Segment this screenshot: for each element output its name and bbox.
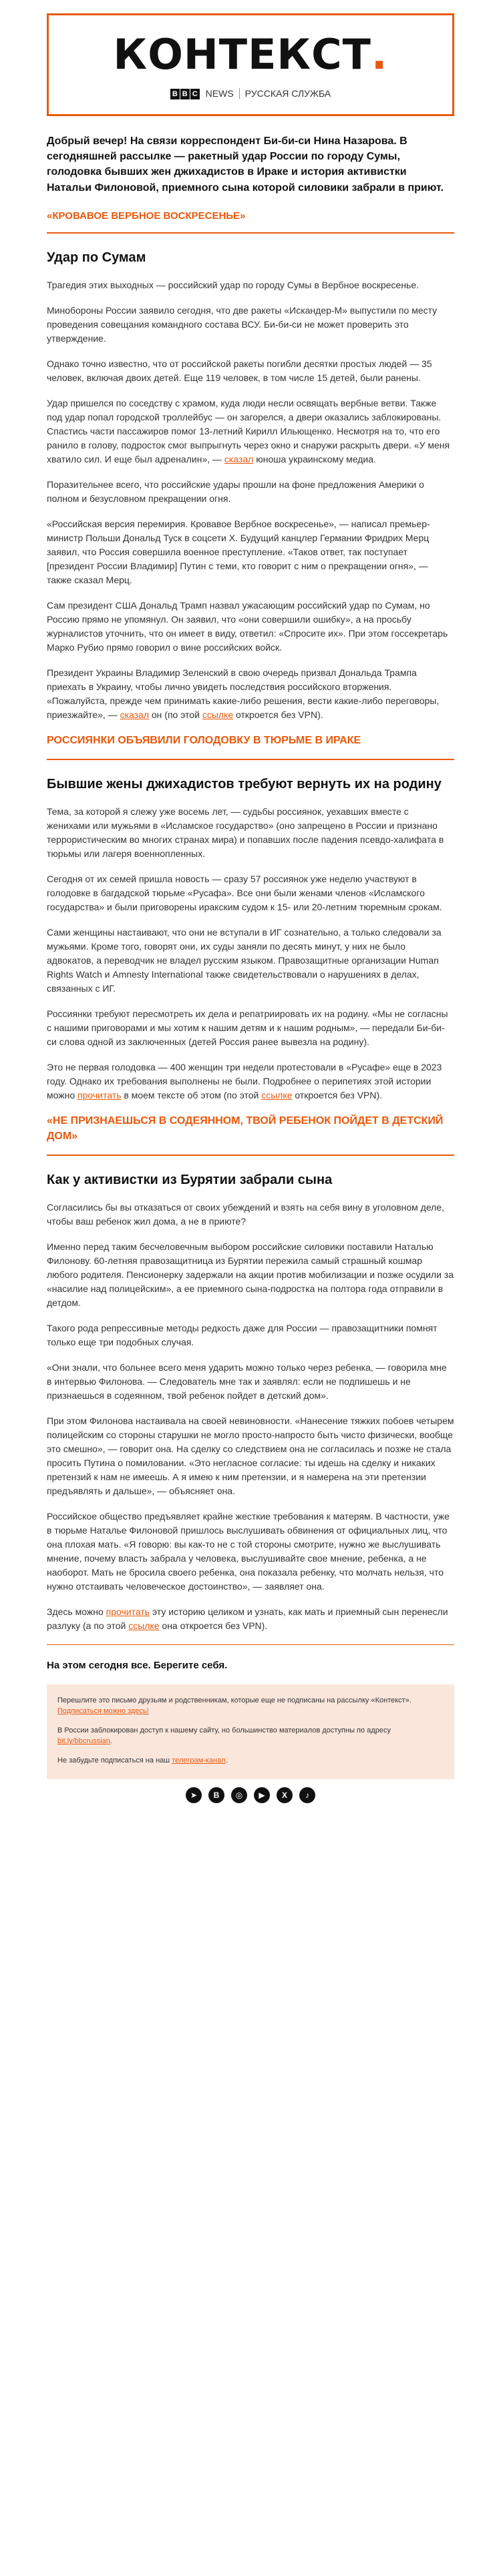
vk-icon[interactable]: B (208, 1787, 224, 1803)
instagram-icon[interactable]: ◎ (231, 1787, 247, 1803)
paragraph: Согласились бы вы отказаться от своих убеждений и взять на себя вину в уголовном деле, чтобы ваш ребенок жил дома, а не в приюте? (47, 1201, 445, 1227)
masthead (47, 13, 454, 116)
paragraph: При этом Филонова настаивала на своей невиновности. «Нанесение тяжких побоев четырем полицейским со стороны старушки не могло просто-напросто быть чисто физически, вообще это смешно», — говорит она. На сделку со следствием она не согласилась и позже не стала просить Путина о помиловании. «Это негласное согласие: ты идешь на сделку и никаких претензий к нам не имеешь. А я имею к ним претензии, и я намерена на эти претензии предъявлять и дальше», — объясняет она. (47, 1415, 454, 1496)
social-icons (47, 1787, 454, 1803)
telegram-icon[interactable]: ➤ (186, 1787, 202, 1803)
paragraph: «Они знали, что больнее всего меня ударить можно только через ребенка, — говорила мне в интервью Филонова. — Следователь мне так и заявлял: если не подпишешь и не признаешься в содеянном, твой ребенок пойдет в детский дом». (47, 1361, 447, 1401)
paragraph: Россиянки требуют пересмотреть их дела и репатриировать их на родину. «Мы не согласны с нашими приговорами и мы хотим к нашим детям и к нашим родным», — передали Би-би-си слова одной из заключенных (детей Россия ранее вывезла на родину). (47, 1008, 448, 1048)
paragraph: Однако точно известно, что от российской ракеты погибли десятки простых людей — 35 человек, включая двоих детей. Еще 119 человек, в том числе 15 детей, были ранены. (47, 358, 432, 383)
text: . (110, 1737, 112, 1746)
text: Это не первая голодовка — 400 женщин три недели протестовали в «Русафе» еще в 2023 году. Однако их требования выполнены не были. Подробнее о перипетиях этой истории можно (47, 1062, 442, 1101)
text: откроется без VPN). (292, 1090, 383, 1101)
bbc-logo (170, 87, 200, 99)
text: Президент Украины Владимир Зеленский в свою очередь призвал Дональда Трампа приехать в Украину, чтобы лично увидеть последствия российского вторжения. «Пожалуйста, прежде чем принимать какие-либо решения, вести какие-либо переговоры, приезжайте», — (47, 667, 440, 720)
paragraph (47, 396, 454, 466)
kontekst-logo (49, 30, 452, 79)
logo-dot: . (371, 30, 388, 79)
divider (47, 232, 454, 234)
inline-link[interactable]: ссылке (202, 709, 234, 720)
subscribe-link[interactable]: Подписаться можно здесь! (57, 1707, 149, 1716)
section-title-jihadist-wives: Бывшие жены джихадистов требуют вернуть их на родину (47, 777, 442, 792)
text: В России заблокирован доступ к нашему сайту, но большинство материалов доступны по адресу (57, 1726, 391, 1734)
text: откроется без VPN). (233, 709, 323, 720)
text: в моем тексте об этом (по этой (121, 1090, 262, 1101)
paragraph (47, 1060, 454, 1102)
paragraph: Российское общество предъявляет крайне жесткие требования к матерям. В частности, уже в тюрьме Наталье Филоновой пришлось выслушивать обвинения от официальных лиц, что она плохая мать. «Я говорю: вы как-то не с той стороны смотрите, нужно же выслушивать мнение, почему власть забрала у человека, выслушивайте свое мнение, ребенка, а не наоборот. Мать не бросила своего ребенка, она показала ребенку, что молчать нельзя, что нужно отстаивать человеческое достоинство», — заявляет она. (47, 1510, 450, 1592)
footer-paragraph (57, 1725, 444, 1747)
text: Здесь можно (47, 1606, 106, 1617)
section-link-iraq[interactable]: РОССИЯНКИ ОБЪЯВИЛИ ГОЛОДОВКУ В ТЮРЬМЕ В ИРАКЕ (47, 734, 361, 746)
section-link-buryatia[interactable]: «НЕ ПРИЗНАЕШЬСЯ В СОДЕЯННОМ, ТВОЙ РЕБЕНОК ПОЙДЕТ В ДЕТСКИЙ ДОМ» (47, 1115, 444, 1142)
paragraph (47, 1605, 454, 1633)
text: Перешлите это письмо друзьям и родственникам, которые еще не подписаны на рассылку «Контекст». (57, 1696, 411, 1704)
divider (47, 759, 454, 760)
paragraph: Такого рода репрессивные методы редкость даже для России — правозащитники помнят только еще три подобных случая. (47, 1322, 438, 1347)
text: он (по этой (149, 709, 202, 720)
bbc-letter: B (170, 89, 180, 99)
bbc-letter: C (190, 89, 200, 99)
bbc-letter: B (180, 89, 190, 99)
bbc-news-russian-brand (49, 87, 452, 99)
paragraph: Поразительнее всего, что российские удары прошли на фоне предложения Америки о полном и безусловном прекращении огня. (47, 478, 424, 504)
logo-text: КОНТЕКСТ (113, 30, 371, 79)
paragraph: Сами женщины настаивают, что они не вступали в ИГ сознательно, а только следовали за мужьями. Кроме того, говорят они, их суды заняли по десять минут, у них не было адвокатов, а переводчик не владел русским языком. Правозащитные организации Human Rights Watch и Amnesty International также свидетельствовали о нарушениях в делах, связанных с ИГ. (47, 927, 442, 994)
divider (47, 1644, 454, 1645)
mirror-link[interactable]: bit.ly/bbcrussian (57, 1737, 110, 1746)
paragraph: Минобороны России заявило сегодня, что две ракеты «Искандер-М» выпустили по месту проведения совещания командного состава ВСУ. Би-би-си не может проверить это утверждение. (47, 304, 438, 344)
inline-link[interactable]: прочитать (106, 1606, 150, 1617)
brand-divider (239, 88, 240, 99)
inline-link[interactable]: прочитать (77, 1090, 122, 1101)
paragraph: Сегодня от их семей пришла новость — сразу 57 россиянок уже неделю участвуют в голодовке в багдадской тюрьме «Русафа». Все они были женами членов «Исламского государства» и были приговорены иракским судом к 15- или 20-летним тюремным срокам. (47, 874, 442, 913)
paragraph: Сам президент США Дональд Трамп назвал ужасающим российский удар по Сумам, но Россию прямо не упомянул. Он заявил, что «они совершили ошибку», а на просьбу журналистов уточнить, что он имеет в виду, ответил: «Спросите их». При этом госсекретарь Марко Рубио прямо говорил о вине российских войск. (47, 599, 448, 653)
newsletter (47, 0, 454, 1830)
paragraph: Именно перед таким бесчеловечным выбором российские силовики поставили Наталью Филонову. 60-летняя правозащитница из Бурятии пережила самый страшный кошмар любого родителя. Пенсионерку задержали на акции против мобилизации и позже осудили за «насилие над полицейским», а ее приемного сына-подростка на полтора года отправили в детдом. (47, 1241, 454, 1308)
text: эту историю целиком и узнать, как мать и приемный сын перенесли разлуку (а по этой (47, 1606, 448, 1631)
intro-text: Добрый вечер! На связи корреспондент Би-би-си Нина Назарова. В сегодняшней рассылке — ракетный удар России по городу Сумы, голодовка бывших жен джихадистов в Ираке и история активистки Натальи Филоновой, приемного сына которой силовики забрали в приют. (47, 135, 444, 194)
closing-text: На этом сегодня все. Берегите себя. (47, 1659, 228, 1671)
text: Удар пришелся по соседству с храмом, куда люди несли освящать вербные ветви. Также под удар попал городской троллейбус — он загорелся, а двери оказались заблокированы. Спастись части пассажиров помог 13-летний Кирилл Ильющенко. Несмотря на то, что его ранило в голову, подросток смог выпрыгнуть через окно и снаружи раскрыть двери. «У меня хватило сил. И еще был адреналин», — (47, 397, 450, 464)
news-label: NEWS (205, 88, 234, 99)
inline-link[interactable]: ссылке (128, 1620, 160, 1631)
tiktok-icon[interactable]: ♪ (299, 1787, 315, 1803)
text: юноша украинскому медиа. (253, 453, 376, 464)
footer-paragraph (57, 1755, 444, 1766)
service-label: РУССКАЯ СЛУЖБА (244, 88, 331, 99)
divider (47, 1155, 454, 1156)
text: Не забудьте подписаться на наш (57, 1756, 172, 1764)
x-icon[interactable]: X (277, 1787, 293, 1803)
footer-box (47, 1684, 454, 1780)
inline-link[interactable]: ссылке (261, 1090, 293, 1101)
footer-paragraph (57, 1695, 444, 1717)
inline-link[interactable]: сказал (120, 709, 149, 720)
telegram-channel-link[interactable]: телеграм-канал (172, 1756, 226, 1764)
paragraph: Трагедия этих выходных — российский удар по городу Сумы в Вербное воскресенье. (47, 279, 420, 290)
section-title-buryatia: Как у активистки из Бурятии забрали сына (47, 1172, 333, 1187)
top-section-link[interactable]: «КРОВАВОЕ ВЕРБНОЕ ВОСКРЕСЕНЬЕ» (47, 210, 246, 222)
inline-link[interactable]: сказал (224, 453, 254, 464)
paragraph: Тема, за которой я слежу уже восемь лет, — судьбы россиянок, уехавших вместе с женихами или мужьями в «Исламское государство» (оно запрещено в России и признано террористическим во многих странах мира) и попавших после падения псевдо-халифата в тюрьмы или лагеря военнопленных. (47, 806, 444, 860)
paragraph: «Российская версия перемирия. Кровавое Вербное воскресенье», — написал премьер-министр Польши Дональд Туск в соцсети Х. Будущий канцлер Германии Фридрих Мерц заявил, что Россия совершила военное преступление. «Таков ответ, так поступает [президент России Владимир] Путин с теми, кто говорит с ним о прекращении огня», — также сказал Мерц. (47, 518, 430, 585)
text: она откроется без VPN). (159, 1620, 268, 1631)
paragraph (47, 666, 454, 722)
text: . (225, 1756, 228, 1764)
youtube-icon[interactable]: ▶ (254, 1787, 270, 1803)
section-title-sumy: Удар по Сумам (47, 250, 146, 265)
